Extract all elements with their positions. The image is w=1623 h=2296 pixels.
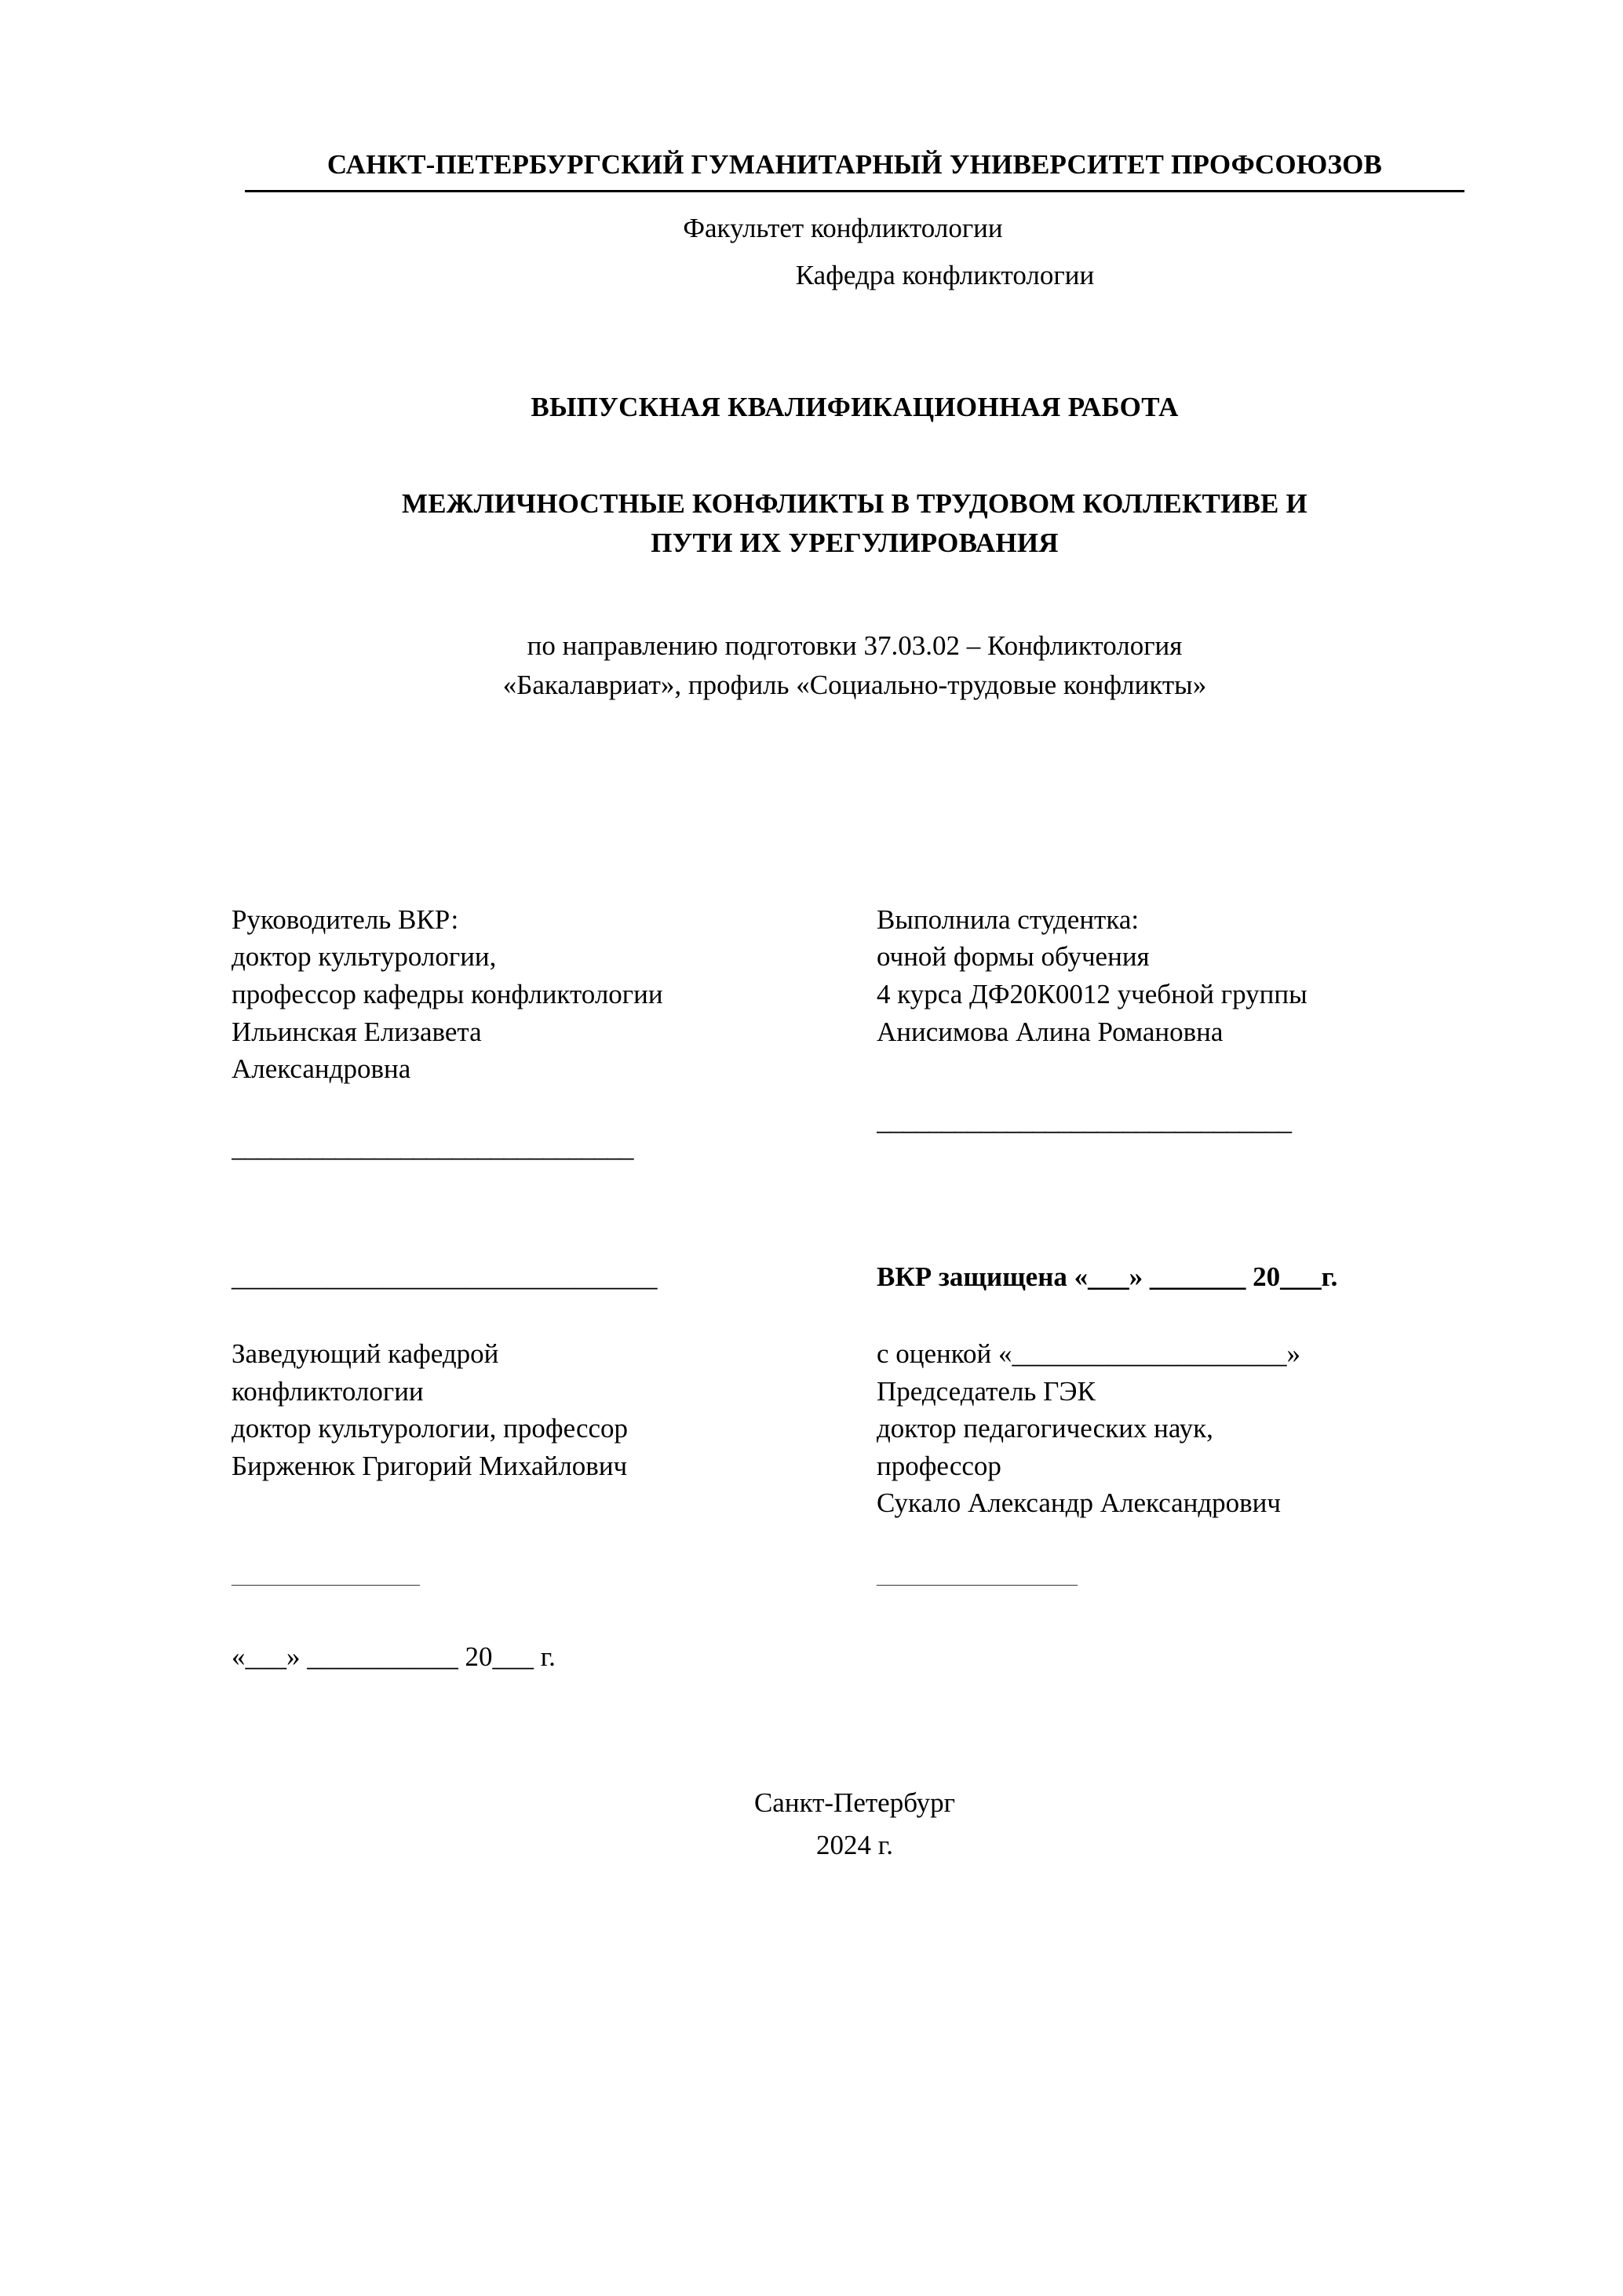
chair-name: Сукало Александр Александрович: [877, 1487, 1282, 1519]
thesis-title: [232, 484, 1478, 562]
thesis-title-line-1: МЕЖЛИЧНОСТНЫЕ КОНФЛИКТЫ В ТРУДОВОМ КОЛЛЕКТИВЕ И: [402, 488, 1308, 519]
department-name: Кафедра конфликтологии: [795, 260, 1095, 290]
faculty-name: Факультет конфликтологии: [683, 213, 1003, 243]
chair-degree-line-2: профессор: [877, 1450, 1001, 1481]
head-department-line-3: доктор культурологии, профессор: [232, 1413, 629, 1444]
signatures-block-top: [232, 901, 1478, 1166]
chair-signature-wrap: [859, 1574, 1478, 1588]
university-name: САНКТ-ПЕТЕРБУРГСКИЙ ГУМАНИТАРНЫЙ УНИВЕРСИТЕТ ПРОФСОЮЗОВ: [245, 149, 1464, 192]
city: Санкт-Петербург: [753, 1787, 956, 1818]
student-line-2: 4 курса ДФ20К0012 учебной группы: [877, 978, 1308, 1009]
head-department-line-4: Бирженюк Григорий Михайлович: [232, 1450, 628, 1481]
supervisor-signature-rule: _______________________________: [232, 1131, 633, 1163]
head-department-line-1: Заведующий кафедрой: [232, 1338, 499, 1369]
supervisor-line-1: доктор культурологии,: [232, 941, 497, 973]
bottom-signature-rules: [232, 1574, 1478, 1588]
student-label: Выполнила студентка:: [877, 903, 1140, 935]
supervisor-block: [232, 901, 859, 1166]
head-department-line-2: конфликтологии: [232, 1375, 424, 1407]
student-line-1: очной формы обучения: [877, 941, 1150, 973]
defense-row: [232, 1258, 1478, 1296]
work-type: ВЫПУСКНАЯ КВАЛИФИКАЦИОННАЯ РАБОТА: [531, 392, 1179, 422]
head-department-signature-wrap: [232, 1574, 859, 1588]
student-line-3: Анисимова Алина Романовна: [877, 1016, 1224, 1047]
year: 2024 г.: [816, 1829, 893, 1860]
chair-label: Председатель ГЭК: [877, 1375, 1096, 1407]
supervisor-line-3: Ильинская Елизавета: [232, 1016, 482, 1047]
chair-degree-line-1: доктор педагогических наук,: [877, 1413, 1213, 1444]
defense-text: ВКР защищена «___» _______ 20___г.: [877, 1261, 1338, 1293]
thesis-title-line-2: ПУТИ ИХ УРЕГУЛИРОВАНИЯ: [651, 527, 1059, 558]
chair-signature-rule: ________________________________: [877, 1573, 1078, 1587]
head-department-signature-rule: ______________________________: [232, 1573, 420, 1587]
supervisor-line-4: Александровна: [232, 1053, 411, 1085]
study-direction: [232, 626, 1478, 704]
head-department-rule-above: _______________________________: [232, 1261, 658, 1293]
student-spacer: [877, 1050, 1478, 1061]
student-block: [859, 901, 1478, 1166]
chair-block: [859, 1335, 1478, 1522]
study-direction-line-2: «Бакалавриат», профиль «Социально-трудовые конфликты»: [502, 670, 1207, 701]
head-department-rule-wrap: [232, 1258, 859, 1296]
head-department-block: [232, 1335, 859, 1522]
defense-block: [859, 1258, 1478, 1296]
defense-mark-line: с оценкой «____________________»: [877, 1338, 1300, 1369]
student-signature-rule: ________________________________: [877, 1105, 1291, 1137]
study-direction-line-1: по направлению подготовки 37.03.02 – Конфликтология: [527, 630, 1183, 662]
signatures-block-bottom: [232, 1335, 1478, 1522]
date-line: «___» ___________ 20___ г.: [232, 1641, 556, 1672]
supervisor-line-2: профессор кафедры конфликтологии: [232, 978, 663, 1009]
supervisor-label: Руководитель ВКР:: [232, 903, 459, 935]
